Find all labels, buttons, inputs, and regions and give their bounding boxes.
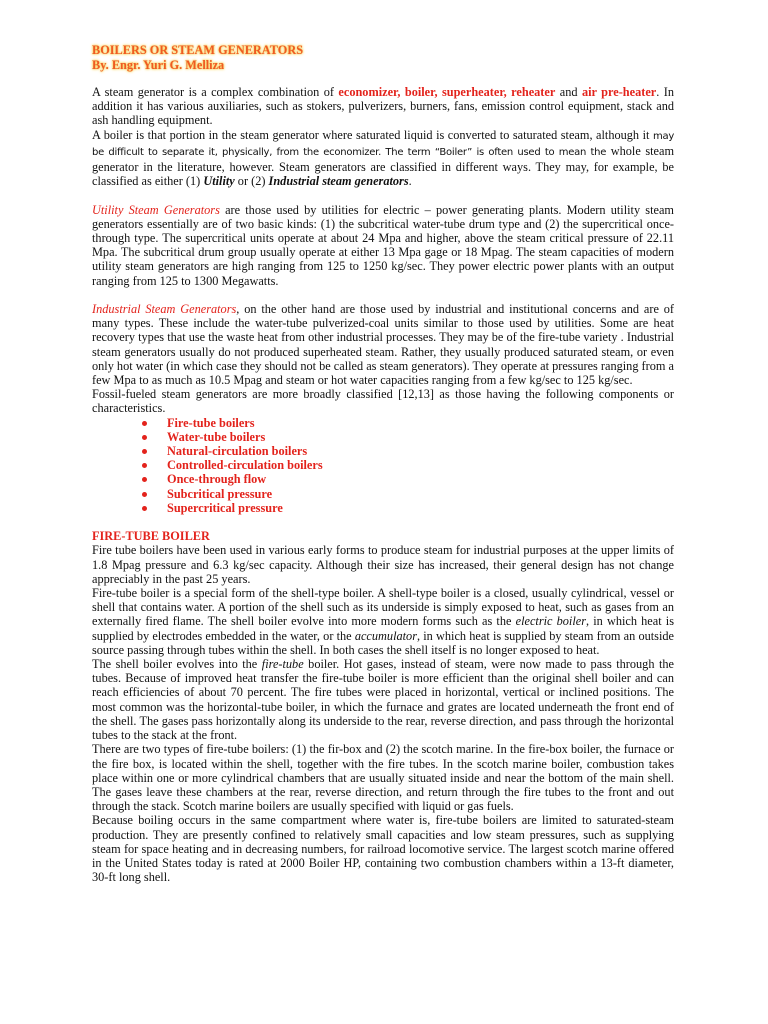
document-header (92, 43, 674, 73)
term-accumulator: accumulator (354, 628, 417, 643)
term-utility: Utility (203, 174, 235, 189)
list-item (92, 472, 674, 486)
fire-tube-paragraph-1: Fire tube boilers have been used in various early forms to produce steam for industrial purposes at the upper limits of 1.8 Mpag pressure and 6.3 kg/sec capacity. Although their size has increased, their general design has not change appreciably in the past 25 years. (92, 543, 674, 586)
list-item (92, 444, 674, 458)
section-heading-fire-tube: FIRE-TUBE BOILER (92, 529, 210, 544)
body-text: boiler. Hot gases, instead of steam, were now made to pass through the tubes. Because of improved heat transfer the fire-tube boiler is more efficient than the original shell boiler and can reach efficiencies of about 70 percent. The fire tubes were placed in horizontal, vertical or inclined positions. The most common was the horizontal-tube boiler, in which the furnace and grates are located underneath the front end of the shell. The gases pass horizontally along its underside to the rear, reverse direction, and pass through the horizontal tubes to the stack at the front. (92, 657, 675, 743)
bullet-icon (142, 435, 147, 440)
industrial-term: Industrial Steam Generators (92, 302, 237, 317)
fire-tube-paragraph-4: There are two types of fire-tube boilers: (1) the fir-box and (2) the scotch marine. In the fire-box boiler, the furnace or the fire box, is located within the shell, together with the fire tubes. In the scotch marine boiler, combustion takes place within one or more cylindrical chambers that are usually situated inside and near the bottom of the main shell. The gases leave these chambers at the rear, reverse direction, and return through the fire tubes to the front and out through the stack. Scotch marine boilers are usually specified with liquid or gas fuels. (92, 742, 674, 814)
list-item-label: Fire-tube boilers (167, 415, 255, 430)
term-industrial: Industrial steam generators (268, 174, 409, 189)
term-electric-boiler: electric boiler (515, 614, 587, 629)
body-text: are those used by utilities for electric – power generating plants. Modern utility steam generators essentially are of two basic kinds: (1) the subcritical water-tube drum type and (2) the supercritical once-through type. The supercritical units operate at about 24 Mpa and higher, above the steam critical pressure of 22.11 Mpa. The subcritical drum group usually operate at either 13 Mpa gage or 18 Mpag. The steam capacities of modern utility steam generators are high ranging from 125 to 1250 kg/sec. They power electric power plants with an output ranging from 125 to 1300 Megawatts. (92, 202, 674, 288)
classification-paragraph: Fossil-fueled steam generators are more broadly classified [12,13] as those having the following components or characteristics. (92, 387, 674, 416)
bullet-icon (142, 449, 147, 454)
bullet-icon (142, 492, 147, 497)
bullet-icon (142, 421, 147, 426)
body-text: whole steam generator in the literature, however. Steam generators are classified in different ways. They may, for example, be classified as either (1) (92, 143, 675, 189)
list-item-label: Natural-circulation boilers (167, 444, 308, 459)
list-item (92, 416, 674, 430)
body-text: Fire-tube boiler is a special form of the shell-type boiler. A shell-type boiler is a closed, usually cylindrical, vessel or shell that contains water. A portion of the shell such as its underside is simply exposed to heat, such as gases from an externally fired flame. The shell boiler evolve into more modern forms such as the (92, 586, 674, 629)
list-item (92, 430, 674, 444)
term-fire-tube: fire-tube (261, 657, 304, 672)
body-text: , on the other hand are those used by industrial and institutional concerns and are of many types. These include the water-tube pulverized-coal units similar to those used by utilities. Some are heat recovery types that use the waste heat from other industrial processes. They may be of the fire-tube variety . Industrial steam generators usually do not produced superheated steam. Rather, they usually produced saturated steam, or even only hot water (in which case they should not be called as steam generators). They operate at pressures ranging from a few Mpa to as much as 10.5 Mpag and steam or hot water capacities ranging from a few kg/sec to 125 kg/sec. (92, 302, 674, 388)
list-item-label: Controlled-circulation boilers (167, 458, 323, 473)
body-text: , in which heat is supplied by electrodes embedded in the water, or the (92, 614, 674, 643)
list-item-label: Water-tube boilers (167, 429, 266, 444)
list-item-label: Subcritical pressure (167, 486, 273, 501)
industrial-paragraph (92, 302, 674, 387)
alt-font-text: may be difficult to separate it, physically, from the economizer. The term “Boiler” is often used to mean the (92, 130, 674, 158)
list-item-label: Once-through flow (167, 472, 267, 487)
body-text: A boiler is that portion in the steam generator where saturated liquid is converted to saturated steam, although it (92, 127, 653, 142)
body-text: and (555, 85, 582, 99)
fire-tube-paragraph-3 (92, 657, 674, 742)
utility-paragraph (92, 203, 674, 288)
document-author: By. Engr. Yuri G. Melliza (92, 58, 225, 72)
bullet-icon (142, 463, 147, 468)
classification-list (92, 416, 674, 515)
list-item-label: Supercritical pressure (167, 500, 283, 515)
fire-tube-paragraph-5: Because boiling occurs in the same compartment where water is, fire-tube boilers are limited to saturated-steam production. They are presently confined to relatively small capacities and low steam pressures, such as supplying steam for space heating and in decreasing numbers, for railroad locomotive service. The largest scotch marine offered in the United States today is rated at 2000 Boiler HP, containing two combustion chambers within a 13-ft diameter, 30-ft long shell. (92, 813, 674, 885)
utility-term: Utility Steam Generators (92, 202, 220, 217)
bullet-icon (142, 477, 147, 482)
intro-paragraph-1 (92, 85, 674, 128)
body-text: or (2) (234, 174, 269, 189)
list-item (92, 501, 674, 515)
term-air-pre-heater: air pre-heater (581, 85, 657, 99)
document-title: BOILERS OR STEAM GENERATORS (92, 43, 304, 57)
body-text: , in which heat is supplied by steam from an outside source passing through tubes within the shell. In both cases the shell itself is no longer exposed to heat. (92, 628, 674, 657)
body-text: . (408, 174, 412, 189)
component-terms: economizer, boiler, superheater, reheater (338, 85, 556, 99)
body-text: . In addition it has various auxiliaries, such as stokers, pulverizers, burners, fans, emission control equipment, stack and ash handling equipment. (92, 85, 674, 128)
document-body (92, 43, 674, 884)
body-text: The shell boiler evolves into the (92, 657, 262, 672)
list-item (92, 487, 674, 501)
bullet-icon (142, 506, 147, 511)
fire-tube-paragraph-2 (92, 586, 674, 657)
list-item (92, 458, 674, 472)
body-text: A steam generator is a complex combination of (92, 85, 339, 99)
intro-paragraph-2 (92, 128, 674, 189)
